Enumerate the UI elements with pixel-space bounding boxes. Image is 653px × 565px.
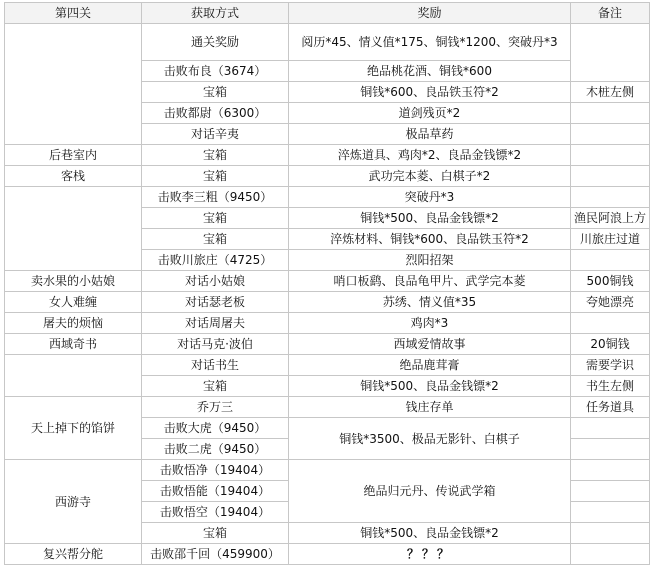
method-cell: 击败二虎（9450） <box>142 439 289 460</box>
reward-cell: 绝品归元丹、传说武学箱 <box>289 460 571 523</box>
method-cell: 乔万三 <box>142 397 289 418</box>
note-cell <box>571 145 650 166</box>
note-cell <box>571 313 650 334</box>
reward-cell: 阅历*45、情义值*175、铜钱*1200、突破丹*3 <box>289 24 571 61</box>
reward-cell: 铜钱*500、良品金钱镖*2 <box>289 376 571 397</box>
place-cell: 后巷室内 <box>5 145 142 166</box>
reward-cell: 铜钱*600、良品铁玉符*2 <box>289 82 571 103</box>
place-cell: 西游寺 <box>5 460 142 544</box>
reward-cell: 苏绣、情义值*35 <box>289 292 571 313</box>
method-cell: 对话小姑娘 <box>142 271 289 292</box>
method-cell: 对话马克·波伯 <box>142 334 289 355</box>
place-cell: 西域奇书 <box>5 334 142 355</box>
note-cell <box>571 250 650 271</box>
place-cell: 女人难缠 <box>5 292 142 313</box>
method-cell: 击败悟净（19404） <box>142 460 289 481</box>
reward-cell: 烈阳招架 <box>289 250 571 271</box>
method-cell: 宝箱 <box>142 376 289 397</box>
reward-cell: 铜钱*500、良品金钱镖*2 <box>289 208 571 229</box>
note-cell: 夸她漂亮 <box>571 292 650 313</box>
table-row <box>5 292 650 313</box>
method-cell: 击败川旅庄（4725） <box>142 250 289 271</box>
place-cell: 天上掉下的馅饼 <box>5 397 142 460</box>
table-row <box>5 334 650 355</box>
note-cell <box>571 103 650 124</box>
method-cell: 对话书生 <box>142 355 289 376</box>
place-cell: 客栈 <box>5 166 142 187</box>
place-cell <box>5 187 142 271</box>
reward-cell: 铜钱*3500、极品无影针、白棋子 <box>289 418 571 460</box>
method-cell: 宝箱 <box>142 166 289 187</box>
method-cell: 击败悟能（19404） <box>142 481 289 502</box>
note-cell <box>571 166 650 187</box>
table-row <box>5 145 650 166</box>
note-cell <box>571 502 650 523</box>
place-cell: 卖水果的小姑娘 <box>5 271 142 292</box>
note-cell <box>571 460 650 481</box>
note-cell: 书生左侧 <box>571 376 650 397</box>
method-cell: 对话周屠夫 <box>142 313 289 334</box>
place-cell <box>5 24 142 145</box>
table-row <box>5 24 650 61</box>
reward-cell: 绝品桃花酒、铜钱*600 <box>289 61 571 82</box>
header-reward: 奖励 <box>289 3 571 24</box>
method-cell: 对话瑟老板 <box>142 292 289 313</box>
note-cell: 渔民阿浪上方 <box>571 208 650 229</box>
method-cell: 宝箱 <box>142 82 289 103</box>
reward-cell: 哨口板鹞、良品龟甲片、武学完本菱 <box>289 271 571 292</box>
table-row <box>5 271 650 292</box>
table-row <box>5 544 650 565</box>
method-cell: 对话辛夷 <box>142 124 289 145</box>
reward-cell: 淬炼材料、铜钱*600、良品铁玉符*2 <box>289 229 571 250</box>
method-cell: 击败邵千回（459900） <box>142 544 289 565</box>
table-row <box>5 187 650 208</box>
table-row <box>5 313 650 334</box>
note-cell: 20铜钱 <box>571 334 650 355</box>
header-row <box>5 3 650 24</box>
method-cell: 击败悟空（19404） <box>142 502 289 523</box>
method-cell: 击败布良（3674） <box>142 61 289 82</box>
method-cell: 击败都尉（6300） <box>142 103 289 124</box>
table-row <box>5 355 650 376</box>
table-row <box>5 460 650 481</box>
reward-cell: 淬炼道具、鸡肉*2、良品金钱镖*2 <box>289 145 571 166</box>
note-cell: 需要学识 <box>571 355 650 376</box>
note-cell: 任务道具 <box>571 397 650 418</box>
header-note: 备注 <box>571 3 650 24</box>
note-cell <box>571 124 650 145</box>
note-cell <box>571 418 650 439</box>
reward-cell: 突破丹*3 <box>289 187 571 208</box>
reward-cell: 西域爱情故事 <box>289 334 571 355</box>
note-cell: 木桩左侧 <box>571 82 650 103</box>
method-cell: 宝箱 <box>142 523 289 544</box>
note-cell <box>571 544 650 565</box>
method-cell: 击败大虎（9450） <box>142 418 289 439</box>
reward-cell: 绝品鹿茸膏 <box>289 355 571 376</box>
place-cell <box>5 355 142 397</box>
note-cell <box>571 24 650 82</box>
reward-cell: 钱庄存单 <box>289 397 571 418</box>
method-cell: 宝箱 <box>142 208 289 229</box>
note-cell <box>571 187 650 208</box>
note-cell <box>571 481 650 502</box>
reward-cell: 道剑残页*2 <box>289 103 571 124</box>
reward-cell: 武功完本菱、白棋子*2 <box>289 166 571 187</box>
place-cell: 屠夫的烦恼 <box>5 313 142 334</box>
note-cell: 川旅庄过道 <box>571 229 650 250</box>
note-cell <box>571 439 650 460</box>
note-cell <box>571 523 650 544</box>
place-cell: 复兴帮分舵 <box>5 544 142 565</box>
method-cell: 击败李三粗（9450） <box>142 187 289 208</box>
reward-cell: ？？？ <box>289 544 571 565</box>
rewards-table <box>4 2 650 565</box>
header-level: 第四关 <box>5 3 142 24</box>
header-method: 获取方式 <box>142 3 289 24</box>
reward-cell: 极品草药 <box>289 124 571 145</box>
reward-cell: 鸡肉*3 <box>289 313 571 334</box>
table-row <box>5 166 650 187</box>
table-row <box>5 397 650 418</box>
reward-cell: 铜钱*500、良品金钱镖*2 <box>289 523 571 544</box>
method-cell: 宝箱 <box>142 145 289 166</box>
note-cell: 500铜钱 <box>571 271 650 292</box>
method-cell: 宝箱 <box>142 229 289 250</box>
method-cell: 通关奖励 <box>142 24 289 61</box>
